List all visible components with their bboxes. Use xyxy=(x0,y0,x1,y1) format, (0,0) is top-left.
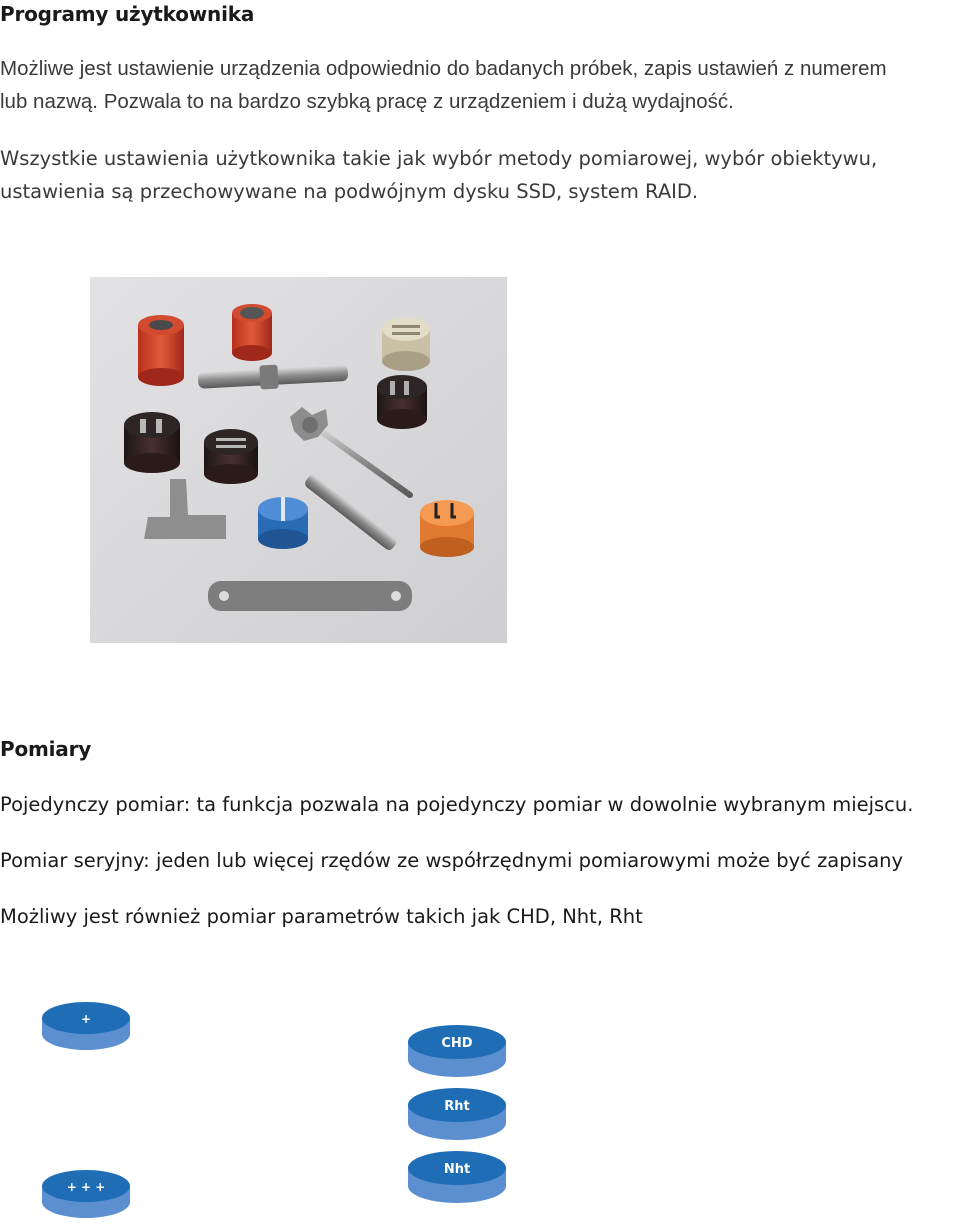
orange-holder xyxy=(420,500,474,557)
red-holder-2 xyxy=(232,304,272,361)
single-measurement-disk xyxy=(38,998,134,1056)
rht-disk xyxy=(404,1083,510,1145)
heading-user-programs: Programy użytkownika xyxy=(0,2,255,26)
dark-holder-middle xyxy=(204,429,258,484)
heading-measurements: Pomiary xyxy=(0,737,92,761)
beige-holder xyxy=(382,317,430,371)
sample-holders-photo xyxy=(90,277,507,643)
dark-holder-left xyxy=(124,412,180,473)
paragraph-2-line-2: ustawienia są przechowywane na podwójnym dysku SSD, system RAID. xyxy=(0,180,699,203)
chd-disk xyxy=(404,1020,510,1082)
chd-label: CHD xyxy=(441,1036,473,1051)
series-marks: + + + xyxy=(66,1180,106,1194)
rht-label: Rht xyxy=(444,1099,470,1114)
nht-label: Nht xyxy=(443,1162,471,1177)
parameters-measurement-text: Możliwy jest również pomiar parametrów takich jak CHD, Nht, Rht xyxy=(0,905,643,928)
series-measurement-disk xyxy=(38,1166,134,1224)
single-measurement-text: Pojedynczy pomiar: ta funkcja pozwala na pojedynczy pomiar w dowolnie wybranym miejscu. xyxy=(0,793,914,816)
paragraph-1-line-1: Możliwe jest ustawienie urządzenia odpowiednio do badanych próbek, zapis ustawień z numerem xyxy=(0,57,887,80)
red-holder-1 xyxy=(138,315,184,386)
series-measurement-text: Pomiar seryjny: jeden lub więcej rzędów ze współrzędnymi pomiarowymi może być zapisany xyxy=(0,849,904,872)
blue-holder xyxy=(258,497,308,549)
dark-holder-right xyxy=(377,375,427,429)
flat-bar xyxy=(208,581,412,611)
single-mark: + xyxy=(80,1012,92,1026)
paragraph-1-line-2: lub nazwą. Pozwala to na bardzo szybką pracę z urządzeniem i dużą wydajność. xyxy=(0,90,734,113)
nht-disk xyxy=(404,1146,510,1208)
paragraph-2-line-1: Wszystkie ustawienia użytkownika takie jak wybór metody pomiarowej, wybór obiektywu, xyxy=(0,147,878,170)
